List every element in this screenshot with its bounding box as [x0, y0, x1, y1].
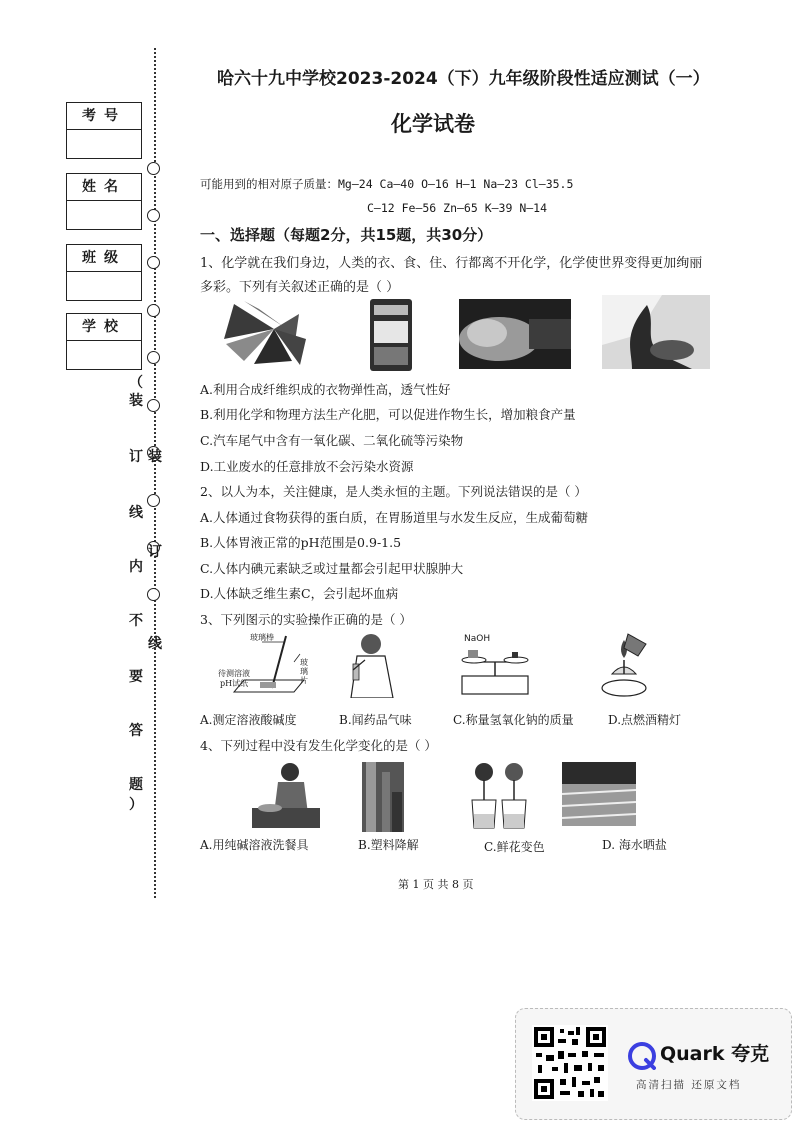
- quark-badge: [515, 1008, 792, 1120]
- binding-hole: [147, 588, 160, 601]
- binding-char: 订: [129, 449, 143, 465]
- option-c: C.鲜花变色: [484, 840, 545, 854]
- binding-char: 要: [129, 669, 143, 685]
- binding-hole: [147, 162, 160, 175]
- flower-color-change-image: [462, 760, 536, 832]
- binding-char: 线: [129, 505, 143, 521]
- fertilizer-bag-image: [368, 297, 414, 373]
- field-name: [66, 173, 142, 230]
- glass-label: 玻璃片: [300, 658, 308, 685]
- option-a: A.人体通过食物获得的蛋白质，在胃肠道里与水发生反应，生成葡萄糖: [200, 510, 589, 525]
- question-stem: 多彩。下列有关叙述正确的是（ ）: [200, 280, 400, 295]
- field-label: 学校: [67, 314, 141, 341]
- field-blank: [67, 272, 141, 300]
- naoh-label: NaOH: [464, 634, 491, 644]
- binding-hole: [147, 209, 160, 222]
- field-blank: [67, 341, 141, 369]
- field-label: 姓名: [67, 174, 141, 201]
- car-exhaust-image: [459, 299, 571, 369]
- field-blank: [67, 130, 141, 158]
- question-stem: 3、下列图示的实验操作正确的是（ ）: [200, 612, 412, 627]
- binding-dotted-line: [154, 48, 156, 898]
- exam-title: 哈六十九中学校2023-2024（下）九年级阶段性适应测试（一）: [217, 69, 710, 89]
- binding-char: 订: [148, 544, 162, 560]
- field-blank: [67, 201, 141, 229]
- option-d: D.工业废水的任意排放不会污染水资源: [200, 459, 414, 474]
- plastic-degradation-image: [362, 762, 404, 832]
- binding-hole: [147, 399, 160, 412]
- option-c: C.汽车尾气中含有一氧化碳、二氧化硫等污染物: [200, 433, 464, 448]
- atomic-mass-line-2: C—12 Fe—56 Zn—65 K—39 N—14: [367, 201, 548, 215]
- field-label: 班级: [67, 245, 141, 272]
- exam-subtitle: 化学试卷: [391, 112, 475, 136]
- binding-char: 装: [148, 449, 162, 465]
- smelling-diagram: [343, 630, 409, 698]
- balance-diagram: [456, 632, 534, 698]
- washing-dishes-image: [250, 758, 322, 830]
- option-a: A.测定溶液酸碱度: [200, 713, 297, 727]
- question-stem: 2、以人为本，关注健康，是人类永恒的主题。下列说法错误的是（ ）: [200, 484, 587, 499]
- section-heading: 一、选择题（每题2分，共15题，共30分）: [200, 226, 493, 244]
- option-a: A.用纯碱溶液洗餐具: [200, 838, 309, 852]
- qr-code-icon: [532, 1025, 608, 1101]
- binding-char: 题: [129, 777, 143, 793]
- quark-tagline: 高清扫描 还原文档: [636, 1079, 742, 1091]
- quark-brand-name: Quark 夸克: [660, 1043, 770, 1065]
- option-b: B.闻药品气味: [339, 713, 412, 727]
- binding-hole: [147, 494, 160, 507]
- quark-logo-icon: [628, 1042, 656, 1070]
- option-c: C.称量氢氧化钠的质量: [453, 713, 574, 727]
- option-a: A.利用合成纤维织成的衣物弹性高，透气性好: [200, 382, 451, 397]
- solution-label: 待测溶液: [218, 669, 250, 678]
- option-c: C.人体内碘元素缺乏或过量都会引起甲状腺肿大: [200, 561, 464, 576]
- option-b: B.塑料降解: [358, 838, 419, 852]
- binding-char: 不: [129, 613, 143, 629]
- binding-char: ）: [129, 797, 143, 813]
- field-class: [66, 244, 142, 301]
- binding-char: （: [129, 375, 143, 391]
- binding-hole: [147, 304, 160, 317]
- alcohol-lamp-diagram: [594, 630, 654, 698]
- question-stem: 4、下列过程中没有发生化学变化的是（ ）: [200, 738, 437, 753]
- option-d: D.人体缺乏维生素C，会引起坏血病: [200, 586, 399, 601]
- ph-test-diagram: [214, 632, 316, 698]
- rod-label: 玻璃棒: [250, 633, 274, 642]
- field-school: [66, 313, 142, 370]
- binding-char: 内: [129, 559, 143, 575]
- binding-char: 线: [148, 636, 162, 652]
- binding-hole: [147, 256, 160, 269]
- atomic-mass-line-1: 可能用到的相对原子质量：Mg—24 Ca—40 O—16 H—1 Na—23 Cl—35.5: [200, 177, 574, 191]
- field-label: 考号: [67, 103, 141, 130]
- salt-evaporation-image: [562, 762, 636, 826]
- waste-water-image: [602, 295, 710, 369]
- fabric-swatches-image: [214, 299, 306, 369]
- question-stem: 1、化学就在我们身边，人类的衣、食、住、行都离不开化学，化学使世界变得更加绚丽: [200, 256, 703, 271]
- field-exam-number: [66, 102, 142, 159]
- option-b: B.利用化学和物理方法生产化肥，可以促进作物生长，增加粮食产量: [200, 407, 576, 422]
- binding-char: 答: [129, 723, 143, 739]
- option-b: B.人体胃液正常的pH范围是0.9-1.5: [200, 535, 402, 550]
- option-d: D.点燃酒精灯: [608, 713, 682, 727]
- binding-hole: [147, 351, 160, 364]
- binding-char: 装: [129, 393, 143, 409]
- ph-paper-label: pH试纸: [220, 679, 249, 688]
- page-number: 第 1 页 共 8 页: [398, 878, 474, 891]
- option-d: D. 海水晒盐: [602, 838, 667, 852]
